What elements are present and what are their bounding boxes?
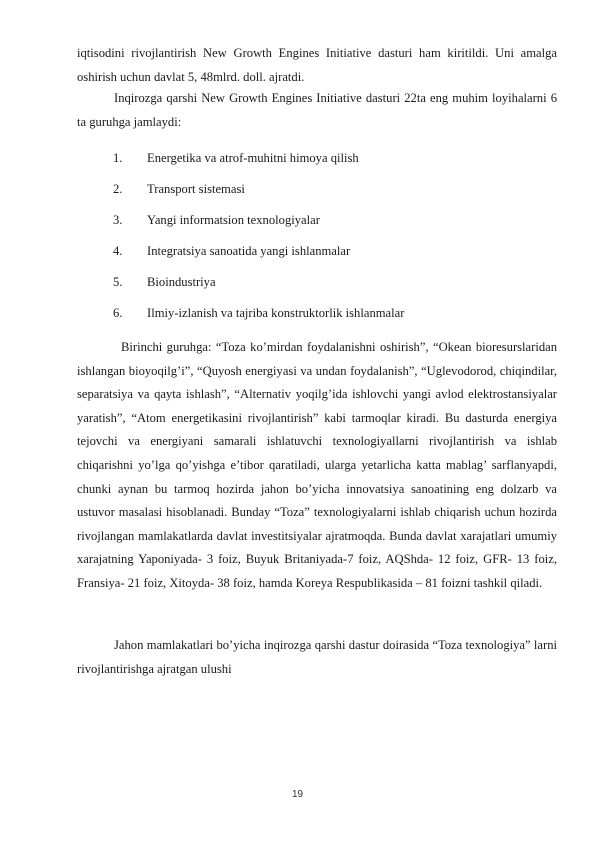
paragraph-first-group: Birinchi guruhga: “Toza ko’mirdan foydalanishni oshirish”, “Okean bioresurslaridan ishlangan bioyoqilg’i”, “Quyosh energiyasi va undan foydalanish”, “Uglevodorod, chiqindilar, separatsiya va qayta ishlash”, “Alternativ yoqilg’ida ishlovchi yangi avlod elektrostansiyalar yaratish”, “Atom energetikasini rivojlantirish” kabi tarmoqlar kiradi. Bu dasturda energiya tejovchi va energiyani samarali ishlatuvchi texnologiyallarni rivojlantirish va ishlab chiqarishni yo’lga qo’yishga e’tibor qaratiladi, ularga yetarlicha katta mablag’ sarflanyapdi, chunki aynan bu tarmoq hozirda jahon bo’yicha innovatsiya sanoatining eng dolzarb va ustuvor masalasi hisoblanadi. Bunday “Toza” texnologiyalarni ishlab chiqarish uchun hozirda rivojlangan mamlakatlarda davlat investitsiyalar ajratmoqda. Bunda davlat xarajatlari umumiy xarajatning Yaponiyada- 3 foiz, Buyuk Britaniyada-7 foiz, AQShda- 12 foiz, GFR- 13 foiz, Fransiya- 21 foiz, Xitoyda- 38 foiz, hamda Koreya Respublikasida – 81 foizni tashkil qiladi.	[77, 340, 557, 590]
list-item	[113, 240, 404, 271]
list-item-text: Ilmiy-izlanish va tajriba konstruktorlik ishlanmalar	[147, 306, 405, 320]
paragraph-intro: iqtisodini rivojlantirish New Growth Engines Initiative dasturi ham kiritildi. Uni amalga oshirish uchun davlat 5, 48mlrd. doll. ajratdi.	[77, 46, 557, 84]
list-item-number: 1.	[113, 151, 123, 165]
list-item-text: Integratsiya sanoatida yangi ishlanmalar	[147, 244, 351, 258]
list-item	[113, 302, 404, 333]
group-list	[113, 147, 404, 333]
paragraph-program-groups: Inqirozga qarshi New Growth Engines Initiative dasturi 22ta eng muhim loyihalarni 6 ta guruhga jamlaydi:	[77, 91, 557, 129]
list-item-text: Bioindustriya	[147, 275, 216, 289]
list-item-number: 3.	[113, 213, 123, 227]
list-item-text: Energetika va atrof-muhitni himoya qilish	[147, 151, 359, 165]
list-item	[113, 209, 404, 240]
list-item-number: 2.	[113, 182, 123, 196]
list-item	[113, 147, 404, 178]
list-item-number: 5.	[113, 275, 123, 289]
list-item	[113, 178, 404, 209]
paragraph-clean-tech-share: Jahon mamlakatlari bo’yicha inqirozga qarshi dastur doirasida “Toza texnologiya” larni rivojlantirishga ajratgan ulushi	[77, 638, 557, 676]
list-item-number: 6.	[113, 306, 123, 320]
list-item-number: 4.	[113, 244, 123, 258]
list-item	[113, 271, 404, 302]
list-item-text: Transport sistemasi	[147, 182, 245, 196]
list-item-text: Yangi informatsion texnologiyalar	[147, 213, 320, 227]
page-number: 19	[291, 789, 304, 800]
